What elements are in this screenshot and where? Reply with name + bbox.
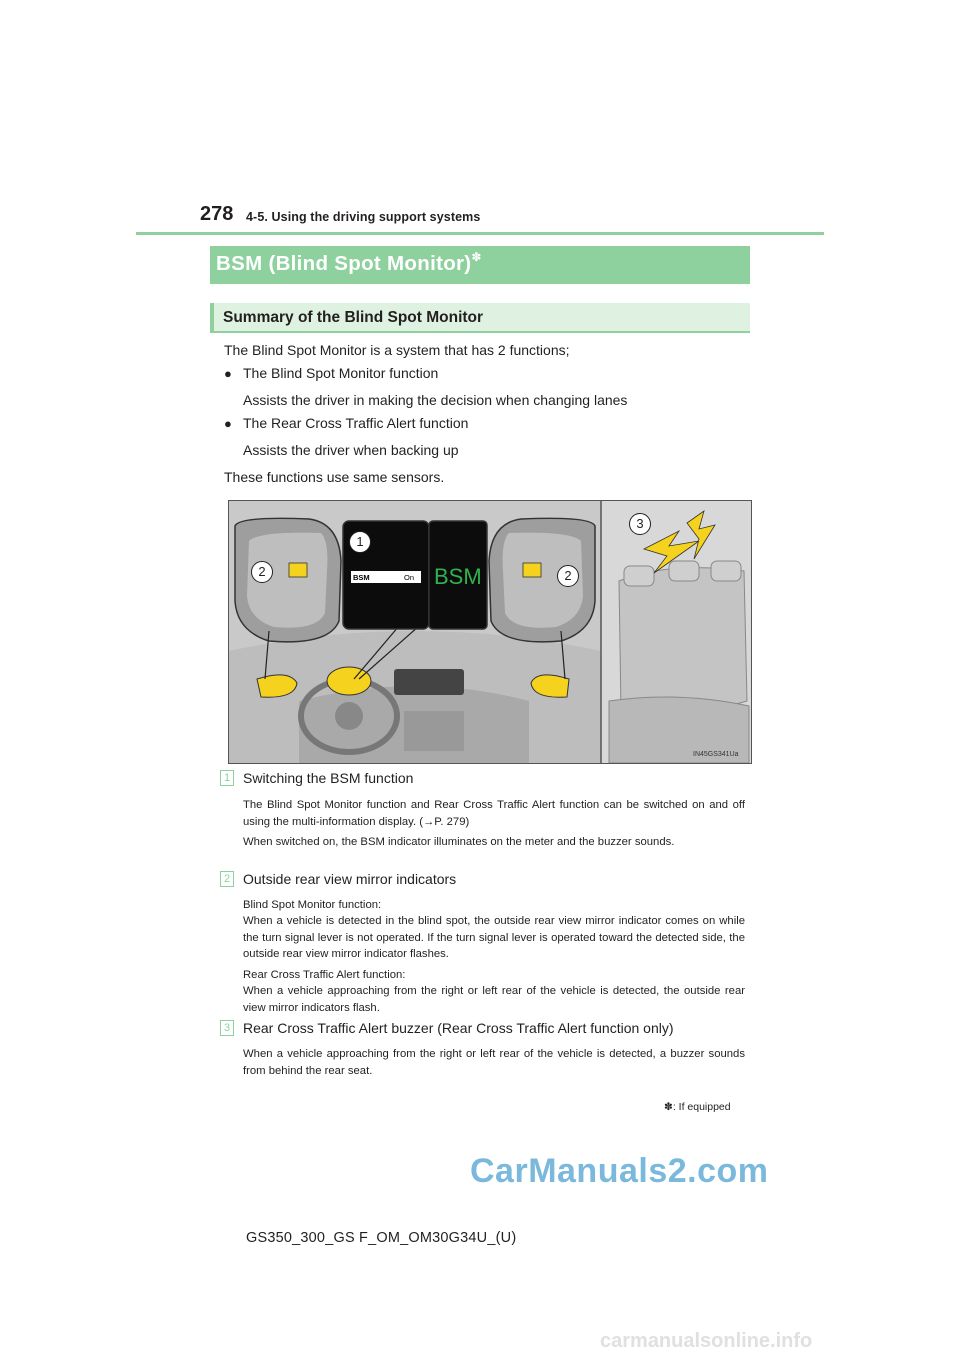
- bullet-2-desc: Assists the driver when backing up: [243, 442, 459, 458]
- callout-1: 1: [349, 531, 371, 553]
- item-2-para-2: When a vehicle is detected in the blind spot, the outside rear view mirror indicator comes on while the turn signal lever is not operated. If the turn signal lever is operated toward the detected side, the outside rear view mirror indicator flashes.: [243, 915, 745, 960]
- figure-code: IN45GS341Ua: [693, 751, 739, 758]
- item-1-para-1: The Blind Spot Monitor function and Rear Cross Traffic Alert function can be switched on and off using the multi-information display. (→P. 279): [243, 799, 745, 828]
- item-2-para-1: Blind Spot Monitor function:: [243, 899, 382, 911]
- item-3-number: 3: [220, 1020, 234, 1036]
- footnote: [664, 1101, 731, 1113]
- page-number: 278: [200, 203, 234, 225]
- bullet-2-label: The Rear Cross Traffic Alert function: [243, 415, 469, 431]
- callout-3: 3: [629, 513, 651, 535]
- item-1-para-2: When switched on, the BSM indicator illuminates on the meter and the buzzer sounds.: [243, 836, 675, 848]
- section-breadcrumb: 4-5. Using the driving support systems: [246, 210, 481, 224]
- item-3-heading: Rear Cross Traffic Alert buzzer (Rear Cross Traffic Alert function only): [243, 1020, 674, 1036]
- bullet-1-label: The Blind Spot Monitor function: [243, 365, 439, 381]
- menu-value: On: [404, 573, 415, 582]
- callout-2-left: 2: [251, 561, 273, 583]
- item-1-heading: Switching the BSM function: [243, 770, 414, 786]
- menu-label: BSM: [353, 573, 370, 582]
- watermark-carmanuals2: CarManuals2.com: [470, 1152, 769, 1190]
- bullet-1-desc: Assists the driver in making the decision when changing lanes: [243, 392, 628, 408]
- bsm-indicator-text: BSM: [434, 564, 482, 589]
- bsm-illustration-svg: [229, 501, 751, 763]
- bullet-icon: ●: [224, 416, 232, 431]
- footnote-text: : If equipped: [672, 1101, 731, 1113]
- item-2-heading: Outside rear view mirror indicators: [243, 871, 457, 887]
- item-3-para-1: When a vehicle approaching from the right or left rear of the vehicle is detected, a buzzer sounds from behind the rear seat.: [243, 1048, 745, 1077]
- header-rule: [136, 232, 824, 235]
- footnote-marker: ✽: [664, 1101, 673, 1113]
- equipped-marker: ✽: [471, 250, 482, 264]
- subsection-accent: [210, 303, 214, 333]
- intro-closing: These functions use same sensors.: [224, 469, 445, 485]
- subsection-title: Summary of the Blind Spot Monitor: [223, 309, 484, 326]
- item-2-number: 2: [220, 871, 234, 887]
- page-title: [216, 252, 482, 276]
- item-2-para-3: Rear Cross Traffic Alert function:: [243, 969, 406, 981]
- intro-lead: The Blind Spot Monitor is a system that has 2 functions;: [224, 342, 570, 358]
- page-title-text: BSM (Blind Spot Monitor): [216, 252, 472, 275]
- item-1-number: 1: [220, 770, 234, 786]
- footer-doc-id: GS350_300_GS F_OM_OM30G34U_(U): [246, 1230, 517, 1246]
- callout-2-right: 2: [557, 565, 579, 587]
- bsm-illustration: [228, 500, 752, 764]
- watermark-carmanualsonline: carmanualsonline.info: [600, 1330, 813, 1352]
- bullet-icon: ●: [224, 366, 232, 381]
- item-2-para-4: When a vehicle approaching from the right or left rear of the vehicle is detected, the outside rear view mirror indicators flash.: [243, 985, 745, 1014]
